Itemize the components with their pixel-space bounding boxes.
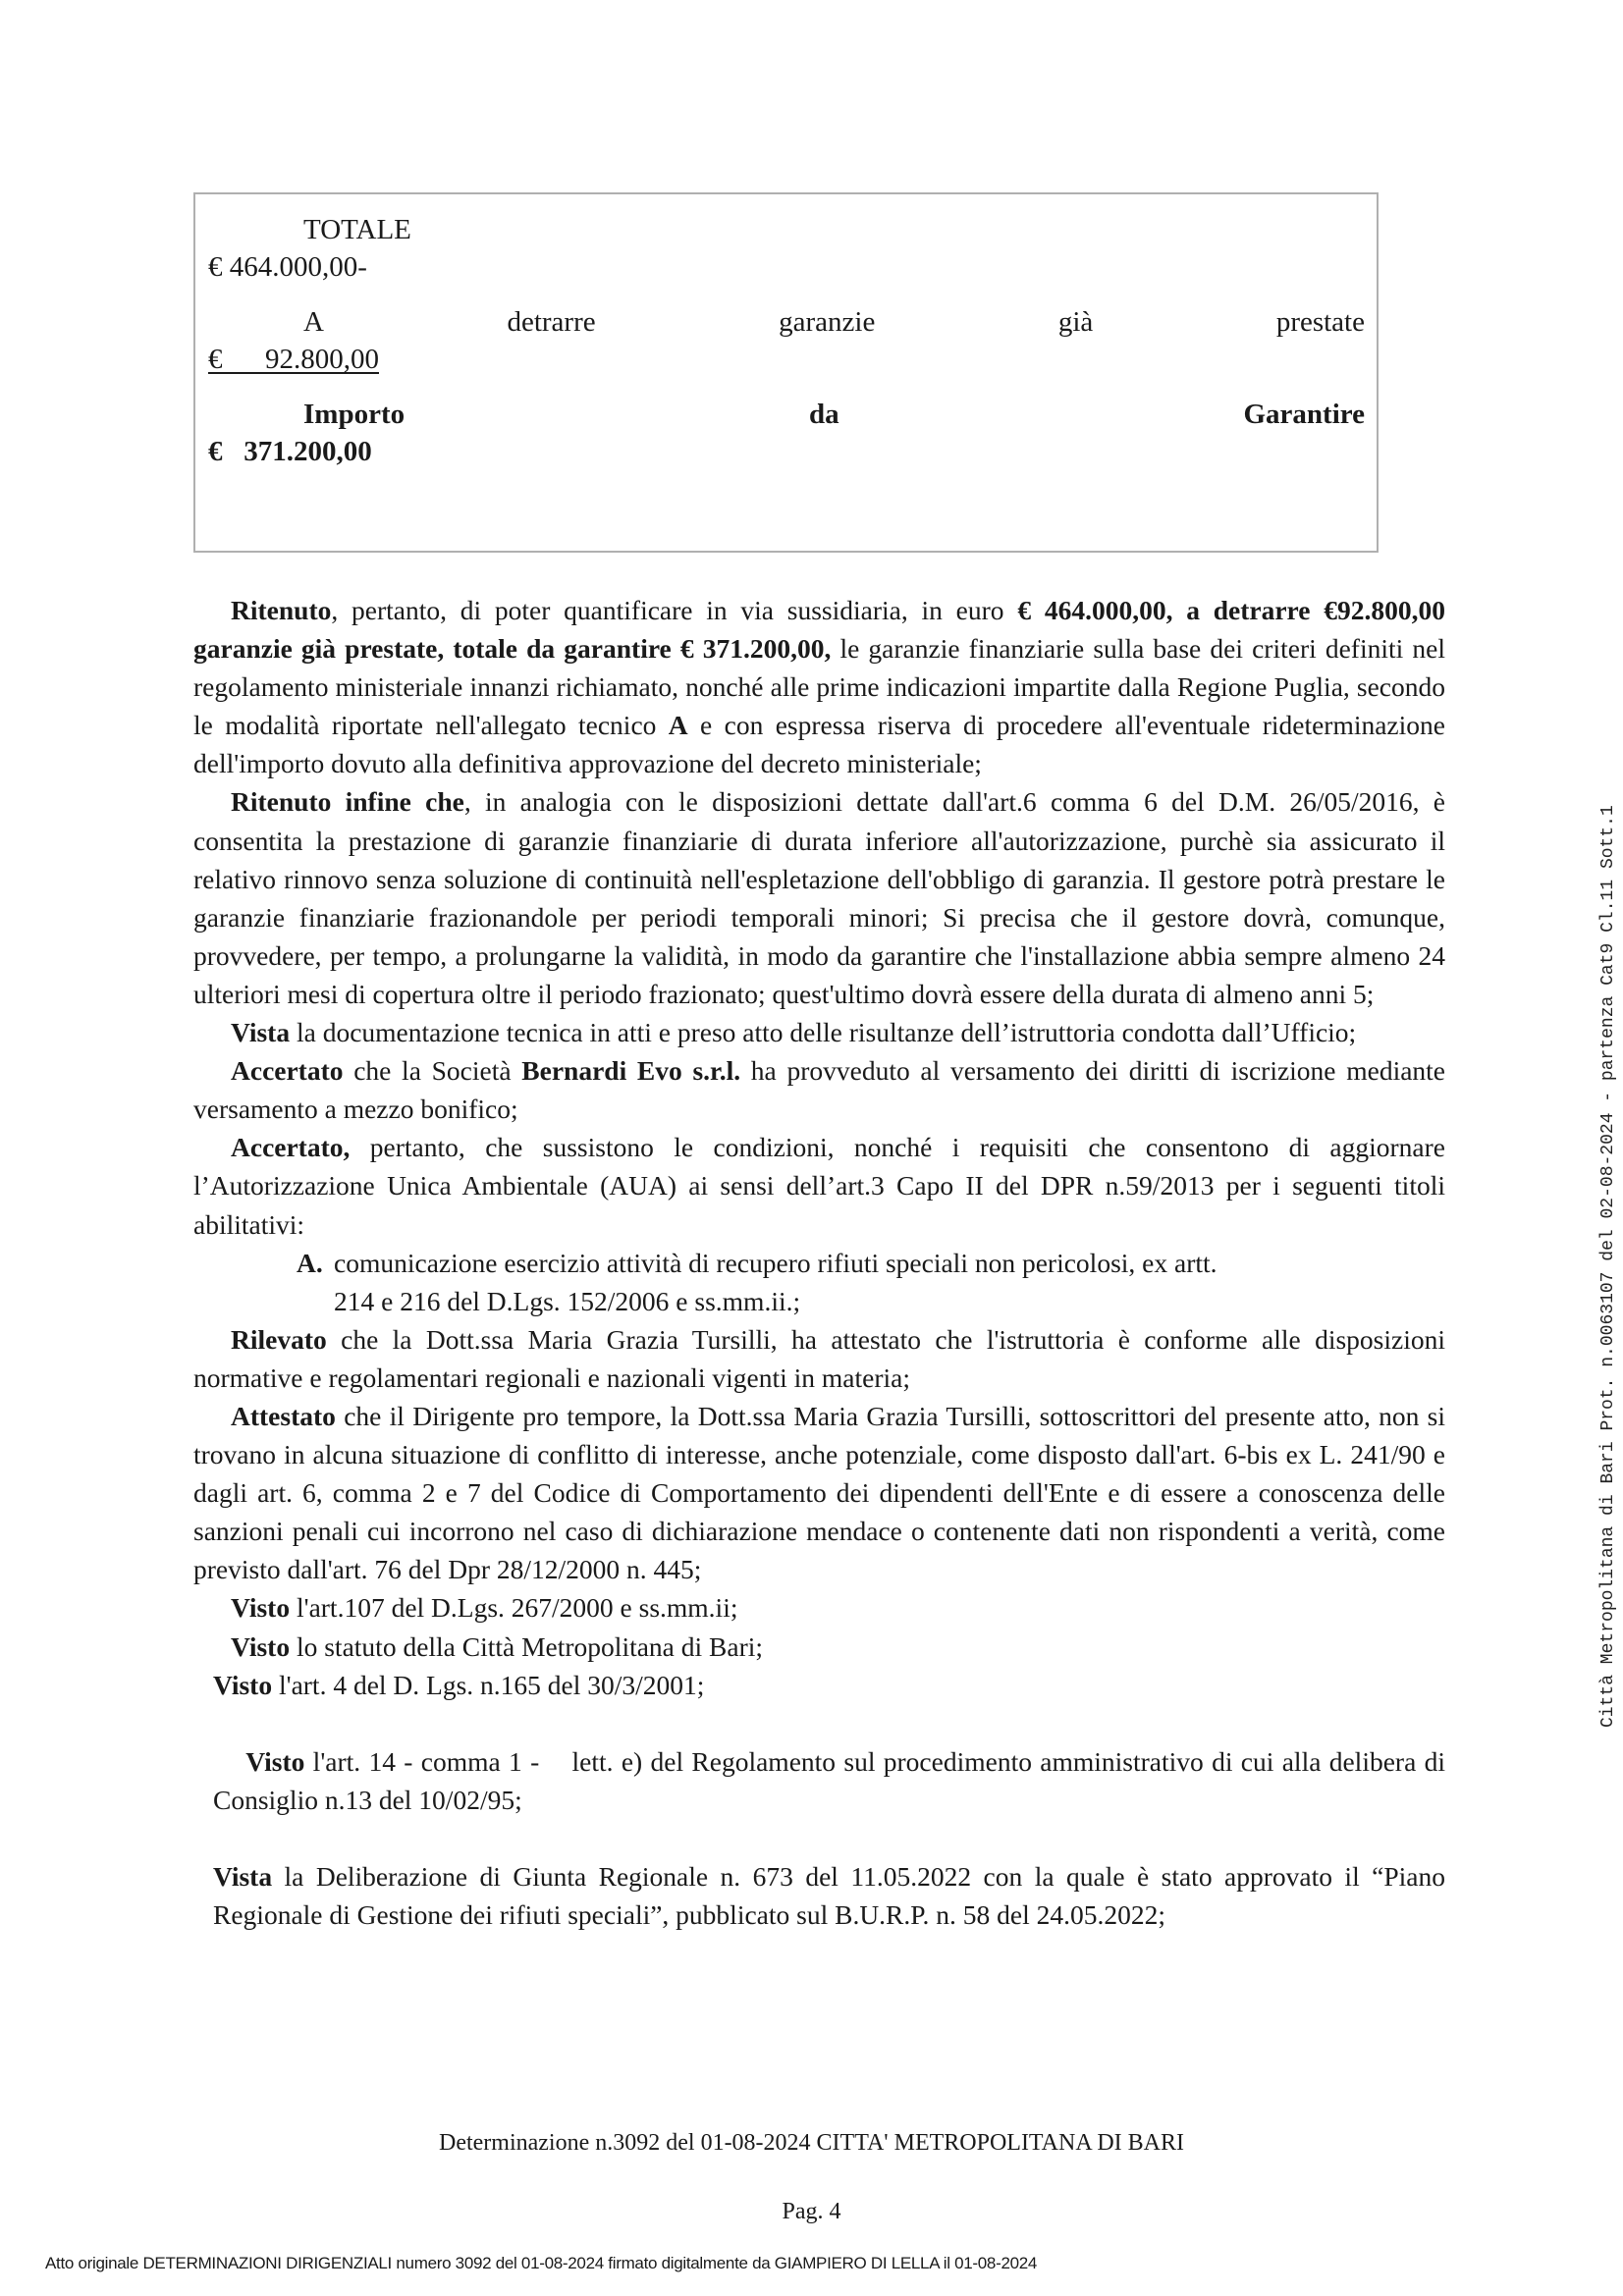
paragraph-vista-deliberazione	[193, 1857, 1445, 1934]
detrarre-value: € 92.800,00	[208, 344, 379, 375]
paragraph-rilevato	[193, 1320, 1445, 1397]
company-name: Bernardi Evo s.r.l.	[521, 1055, 741, 1087]
importo-word: Garantire	[1243, 399, 1365, 430]
bold-term: Ritenuto	[231, 595, 332, 625]
list-item	[193, 1244, 1445, 1282]
paragraph-text: la documentazione tecnica in atti e preso atto delle risultanze dell’istruttoria condotta dall’Ufficio;	[290, 1017, 1357, 1048]
protocol-stamp: Città Metropolitana di Bari Prot. n.0063107 del 02-08-2024 - partenza Cat9 Cl.11 Sott.1	[1598, 805, 1618, 1728]
bold-term: Rilevato	[231, 1323, 327, 1355]
paragraph-visto-tuel	[193, 1588, 1445, 1627]
importo-word: da	[808, 399, 839, 430]
importo-word: Importo	[303, 399, 406, 430]
bold-term: Accertato,	[231, 1132, 351, 1163]
paragraph-text: e con espressa riserva di procedere all'eventuale rideterminazione dell'importo dovuto alla definitiva approvazione del decreto ministeriale;	[193, 710, 1445, 779]
detrarre-word: già	[1057, 306, 1094, 338]
paragraph-text: ha provveduto al versamento dei diritti di iscrizione mediante versamento a mezzo bonifico;	[193, 1055, 1446, 1125]
footer-determinazione: Determinazione n.3092 del 01-08-2024 CITTA' METROPOLITANA DI BARI	[438, 2130, 1185, 2156]
bold-term: Visto	[231, 1592, 291, 1624]
bold-term: Accertato	[231, 1055, 344, 1087]
list-item-label: A.	[297, 1247, 323, 1278]
paragraph-text: pertanto, che sussistono le condizioni, nonché i requisiti che consentono di aggiornare l’Autorizzazione Unica Ambientale (AUA) ai sensi dell’art.3 Capo II del DPR n.59/2013 per i seguenti titoli abilitativi:	[193, 1132, 1445, 1240]
paragraph-text: l'art.107 del D.Lgs. 267/2000 e ss.mm.ii;	[290, 1592, 738, 1624]
paragraph-accertato-versamento	[193, 1051, 1445, 1128]
summary-box	[193, 192, 1379, 553]
importo-row	[303, 399, 1365, 430]
page-number: Pag. 4	[782, 2199, 841, 2224]
paragraph-text: l'art. 4 del D. Lgs. n.165 del 30/3/2001;	[272, 1669, 705, 1700]
bold-term: Vista	[231, 1017, 291, 1048]
detrarre-word: garanzie	[779, 306, 876, 338]
document-body	[193, 591, 1473, 1934]
paragraph-ritenuto-infine	[193, 782, 1445, 1013]
paragraph-text: la Deliberazione di Giunta Regionale n. 673 del 11.05.2022 con la quale è stato approvato il “Piano Regionale di Gestione dei rifiuti speciali”, pubblicato sul B.U.R.P. n. 58 del 24.05.2022;	[213, 1861, 1445, 1931]
bold-term: A	[668, 710, 688, 741]
signature-line: Atto originale DETERMINAZIONI DIRIGENZIALI numero 3092 del 01-08-2024 firmato digitalmente da GIAMPIERO DI LELLA il 01-08-2024	[45, 2254, 1038, 2272]
paragraph-text: che la Dott.ssa Maria Grazia Tursilli, ha attestato che l'istruttoria è conforme alle disposizioni normative e regolamentari regionali e nazionali vigenti in materia;	[193, 1323, 1445, 1393]
paragraph-vista	[193, 1013, 1445, 1051]
paragraph-ritenuto	[193, 591, 1445, 782]
totale-value: € 464.000,00-	[208, 251, 367, 283]
detrarre-word: detrarre	[507, 306, 596, 338]
bold-term: Vista	[213, 1861, 273, 1893]
bold-term: Attestato	[231, 1400, 336, 1431]
paragraph-visto-statuto	[193, 1628, 1445, 1666]
bold-amounts: € 464.000,00, a detrarre €92.800,00 garanzie già prestate, totale da garantire € 371.200,00,	[193, 595, 1445, 665]
paragraph-accertato-condizioni	[193, 1128, 1445, 1243]
paragraph-text: l'art. 14 - comma 1 - lett. e) del Regolamento sul procedimento amministrativo di cui alla delibera di Consiglio n.13 del 10/02/95;	[213, 1745, 1473, 1815]
paragraph-text: , in analogia con le disposizioni dettate dall'art.6 comma 6 del D.M. 26/05/2016, è consentita la prestazione di garanzie finanziarie di durata inferiore all'autorizzazione, purchè sia assicurato il relativo rinnovo senza soluzione di continuità nell'espletazione dell'obbligo di garanzia. Il gestore potrà prestare le garanzie finanziarie frazionandole per periodi temporali minori; Si precisa che il gestore dovrà, comunque, provvedere, per tempo, a prolungarne la validità, in modo da garantire che l'installazione abbia sempre almeno 24 ulteriori mesi di copertura oltre il periodo frazionato; quest'ultimo dovrà essere della durata di almeno anni 5;	[193, 786, 1445, 1009]
paragraph-visto-regolamento	[193, 1704, 1473, 1857]
bold-term: Ritenuto infine che	[231, 786, 464, 818]
detrarre-word: prestate	[1275, 306, 1365, 338]
detrarre-row	[303, 306, 1365, 338]
paragraph-visto-dlgs165	[193, 1666, 1445, 1704]
totale-label: TOTALE	[303, 214, 411, 245]
paragraph-text: che il Dirigente pro tempore, la Dott.ssa Maria Grazia Tursilli, sottoscrittori del presente atto, non si trovano in alcuna situazione di conflitto di interesse, anche potenziale, come disposto dall'art. 6-bis ex L. 241/90 e dagli art. 6, comma 2 e 7 del Codice di Comportamento dei dipendenti dell'Ente e di essere a conoscenza delle sanzioni penali cui incorrono nel caso di dichiarazione mendace o contenente dati non rispondenti a verità, come previsto dall'art. 76 del Dpr 28/12/2000 n. 445;	[193, 1400, 1445, 1585]
paragraph-text: , pertanto, di poter quantificare in via sussidiaria, in euro	[331, 595, 1018, 625]
paragraph-text: lo statuto della Città Metropolitana di Bari;	[290, 1630, 764, 1662]
list-item-text: comunicazione esercizio attività di recupero rifiuti speciali non pericolosi, ex artt.	[334, 1247, 1217, 1278]
paragraph-text: che la Società	[343, 1055, 522, 1087]
importo-value: € 371.200,00	[208, 436, 372, 467]
bold-term: Visto	[231, 1630, 291, 1662]
bold-term: Visto	[213, 1669, 273, 1700]
list-item-continuation: 214 e 216 del D.Lgs. 152/2006 e ss.mm.ii.;	[334, 1285, 801, 1316]
paragraph-attestato	[193, 1397, 1445, 1588]
paragraph-text: le garanzie finanziarie sulla base dei criteri definiti nel regolamento ministeriale innanzi richiamato, nonché alle prime indicazioni impartite dalla Regione Puglia, secondo le modalità riportate nell'allegato tecnico	[193, 633, 1445, 741]
detrarre-word: A	[303, 306, 324, 338]
bold-term: Visto	[245, 1745, 305, 1777]
